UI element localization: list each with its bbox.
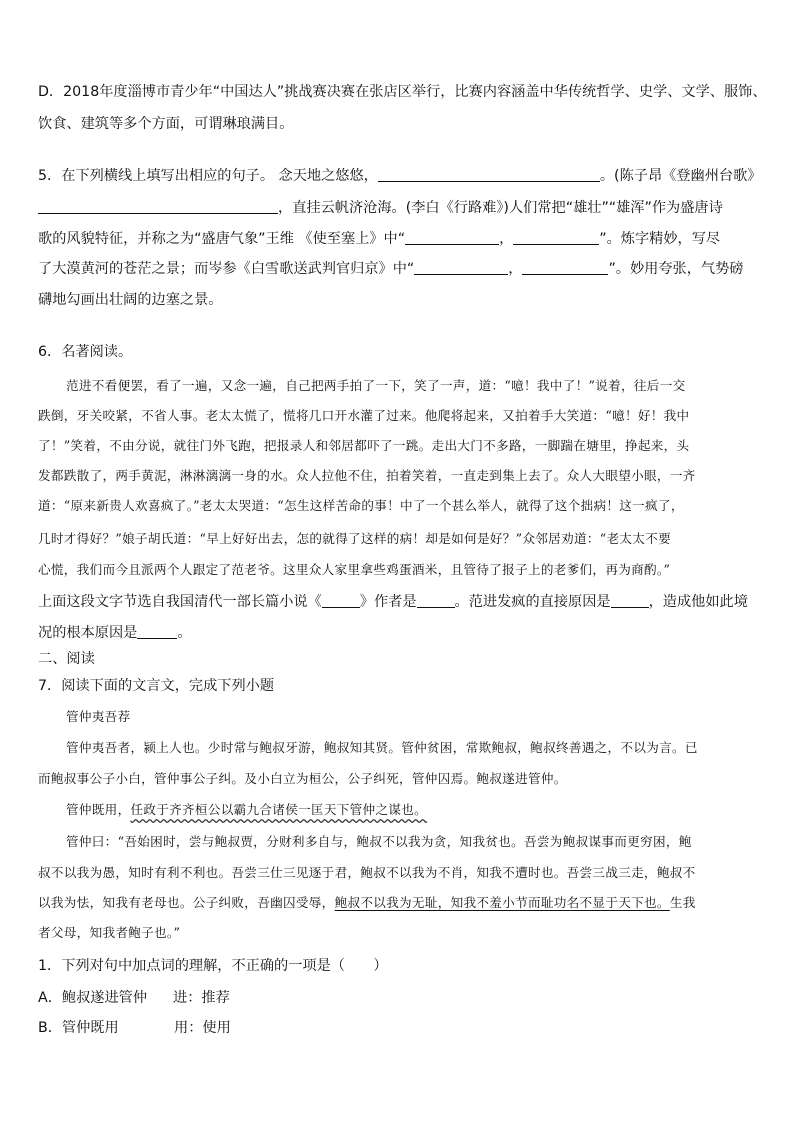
- answer-blank[interactable]: [513, 230, 599, 245]
- excerpt-line: 道：“原来新贵人欢喜疯了。”老太太哭道：“怎生这样苦命的事！中了一个甚么举人，就得了这个拙病！这一疯了，: [38, 498, 684, 513]
- answer-blank[interactable]: [137, 624, 177, 639]
- passage-line: 者父母，知我者鲍子也。”: [38, 925, 181, 940]
- option-a-gloss: 进：推荐: [173, 990, 230, 1006]
- passage-line: 管仲曰：“吾始困时，尝与鲍叔贾，分财利多自与，鲍叔不以我为贪，知我贫也。吾尝为鲍叔谋事而更穷困，鲍: [66, 834, 692, 849]
- option-a-text: A．鲍叔遂进管仲: [38, 990, 148, 1006]
- answer-blank[interactable]: [38, 199, 278, 214]
- q6-title: 6．名著阅读。: [38, 344, 133, 360]
- option-b-text: B．管仲既用: [38, 1020, 119, 1036]
- option-b[interactable]: [38, 1018, 231, 1038]
- option-b-gloss: 用：使用: [174, 1020, 231, 1036]
- q6-question-line2: 况的根本原因是 。: [38, 625, 192, 641]
- wavy-underlined-sentence: 任政于齐齐桓公以霸九合诸侯一匡天下管仲之谋也。: [130, 802, 428, 817]
- q4-option-d-line2: 饮食、建筑等多个方面，可谓琳琅满目。: [38, 116, 294, 132]
- answer-blank[interactable]: [414, 260, 508, 275]
- answer-blank[interactable]: [522, 260, 608, 275]
- answer-blank[interactable]: [378, 167, 600, 182]
- underlined-sentence: 鲍叔不以我为无耻，知我不羞小节而耻功名不显于天下也。: [334, 895, 670, 910]
- excerpt-line: 了！”笑着，不由分说，就往门外飞跑，把报录人和邻居都吓了一跳。走出大门不多路，一脚踹在塘里，挣起来，头: [38, 438, 690, 453]
- passage-line: 管仲既用，任政于齐齐桓公以霸九合诸侯一匡天下管仲之谋也。: [66, 802, 428, 817]
- answer-blank[interactable]: [322, 593, 360, 608]
- excerpt-line: 心慌，我们而今且派两个人跟定了范老爷。这里众人家里拿些鸡蛋酒米，且管待了报子上的老爹们，再为商酌。”: [38, 562, 671, 577]
- passage-line: 以我为怯，知我有老母也。公子纠败，吾幽囚受辱，鲍叔不以我为无耻，知我不羞小节而耻功名不显于天下也。生我: [38, 895, 696, 910]
- q6-question-line1: 上面这段文字节选自我国清代一部长篇小说《 》作者是 。范进发疯的直接原因是 ，造成他如此境: [38, 594, 748, 610]
- q5-line4: 了大漠黄河的苍茫之景；而岑参《白雪歌送武判官归京》中“ ， ”。妙用夸张，气势磅: [38, 261, 744, 277]
- passage-line: 叔不以我为愚，知时有利不利也。吾尝三仕三见逐于君，鲍叔不以我为不肖，知我不遭时也。吾尝三战三走，鲍叔不: [38, 865, 696, 880]
- section-heading: 二、阅读: [38, 651, 95, 667]
- passage-line: 管仲夷吾者，颍上人也。少时常与鲍叔牙游，鲍叔知其贤。管仲贫困，常欺鲍叔，鲍叔终善遇之，不以为言。已: [66, 740, 698, 755]
- answer-blank[interactable]: [417, 593, 455, 608]
- passage-title: 管仲夷吾荐: [66, 709, 131, 724]
- excerpt-line: 跌倒，牙关咬紧，不省人事。老太太慌了，慌将几口开水灌了过来。他爬将起来，又拍着手大笑道：“噫！好！我中: [38, 408, 690, 423]
- excerpt-line: 几时才得好？”娘子胡氏道：“早上好好出去，怎的就得了这样的病！却是如何是好？”众邻居劝道：“老太太不要: [38, 531, 671, 546]
- option-a[interactable]: [38, 988, 230, 1008]
- answer-blank[interactable]: [611, 593, 649, 608]
- answer-blank[interactable]: [405, 230, 499, 245]
- subquestion-1: 1．下列对句中加点词的理解，不正确的一项是（ ）: [38, 958, 388, 974]
- excerpt-line: 范进不看便罢，看了一遍，又念一遍，自己把两手拍了一下，笑了一声，道：“噫！我中了！”说着，往后一交: [66, 378, 686, 393]
- q5-line3: 歌的风貌特征，并称之为“盛唐气象”王维 《使至塞上》中“ ， ”。炼字精妙，写尽: [38, 231, 721, 247]
- q5-line1: 5．在下列横线上填写出相应的句子。 念天地之悠悠， 。(陈子昂《登幽州台歌》: [38, 168, 762, 184]
- q5-line5: 礴地勾画出壮阔的边塞之景。: [38, 292, 223, 308]
- q7-title: 7．阅读下面的文言文，完成下列小题: [38, 678, 275, 694]
- passage-line: 而鲍叔事公子小白，管仲事公子纠。及小白立为桓公，公子纠死，管仲囚焉。鲍叔遂进管仲。: [38, 771, 567, 786]
- q5-line2: ，直挂云帆济沧海。(李白《行路难》)人们常把“雄壮”“雄浑”作为盛唐诗: [38, 198, 723, 218]
- q4-option-d-line1: D．2018年度淄博市青少年“中国达人”挑战赛决赛在张店区举行，比赛内容涵盖中华传统哲学、史学、文学、服饰、: [38, 84, 767, 100]
- excerpt-line: 发都跌散了，两手黄泥，淋淋漓漓一身的水。众人拉他不住，拍着笑着，一直走到集上去了。众人大眼望小眼，一齐: [38, 468, 696, 483]
